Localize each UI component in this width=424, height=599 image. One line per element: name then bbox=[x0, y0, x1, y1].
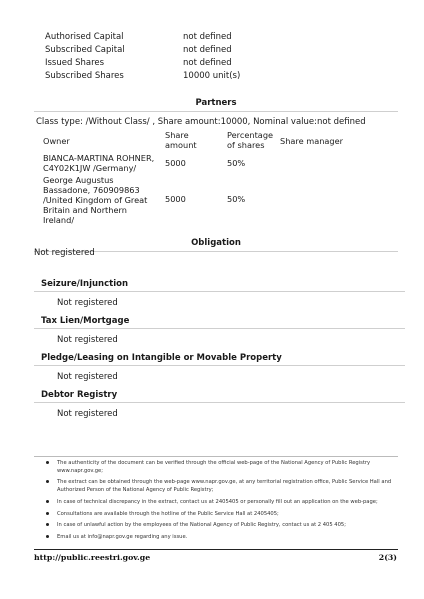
capital-value: 10000 unit(s) bbox=[183, 71, 241, 81]
partner-owner: BIANCA-MARTINA ROHNER, C4Y02K1JW /Germany/ bbox=[43, 153, 155, 173]
footer-notes bbox=[34, 460, 394, 546]
percentage-column-header: Percentage of shares bbox=[227, 130, 274, 150]
seizure-injunction-heading: Seizure/Injunction bbox=[34, 279, 405, 292]
list-item: The authenticity of the document can be verified through the official web-page of the National Agency of Public Registry www.napr.gov.ge; bbox=[34, 460, 394, 475]
obligation-status: Not registered bbox=[34, 248, 95, 258]
owner-column-header: Owner bbox=[43, 136, 70, 146]
footer-divider bbox=[34, 456, 398, 457]
share-manager-column-header: Share manager bbox=[280, 136, 344, 146]
capital-label: Subscribed Shares bbox=[45, 71, 124, 81]
pledge-leasing-heading: Pledge/Leasing on Intangible or Movable Property bbox=[34, 353, 405, 366]
partners-heading: Partners bbox=[34, 98, 398, 112]
bullet-icon bbox=[46, 500, 49, 503]
partner-percentage: 50% bbox=[227, 158, 246, 168]
debtor-registry-heading: Debtor Registry bbox=[34, 390, 405, 403]
partner-share-amount: 5000 bbox=[165, 194, 186, 204]
bullet-icon bbox=[46, 480, 49, 483]
capital-value: not defined bbox=[183, 45, 232, 55]
partner-percentage: 50% bbox=[227, 194, 246, 204]
footer-url-link[interactable]: http://public.reestri.gov.ge bbox=[34, 553, 151, 562]
partner-share-amount: 5000 bbox=[165, 158, 186, 168]
page-footer-rule bbox=[34, 549, 398, 550]
bullet-icon bbox=[46, 535, 49, 538]
list-item: In case of unlawful action by the employees of the National Agency of Public Registry, contact us at 2 405 405; bbox=[34, 522, 394, 530]
capital-label: Authorised Capital bbox=[45, 32, 124, 42]
tax-lien-status: Not registered bbox=[57, 335, 118, 345]
tax-lien-heading: Tax Lien/Mortgage bbox=[34, 316, 405, 329]
capital-value: not defined bbox=[183, 32, 232, 42]
debtor-registry-status: Not registered bbox=[57, 409, 118, 419]
capital-value: not defined bbox=[183, 58, 232, 68]
partner-owner: George Augustus Bassadone, 760909863 /United Kingdom of Great Britain and Northern Ireland/ bbox=[43, 175, 148, 225]
bullet-icon bbox=[46, 512, 49, 515]
share-amount-column-header: Share amount bbox=[165, 130, 197, 150]
seizure-injunction-status: Not registered bbox=[57, 298, 118, 308]
pledge-leasing-status: Not registered bbox=[57, 372, 118, 382]
list-item: In case of technical discrepancy in the extract, contact us at 2405405 or personally fill out an application on the web-page; bbox=[34, 499, 394, 507]
page-number: 2(3) bbox=[378, 553, 397, 562]
bullet-icon bbox=[46, 523, 49, 526]
share-class-info: Class type: /Without Class/ , Share amount:10000, Nominal value:not defined bbox=[36, 117, 366, 127]
obligation-heading: Obligation bbox=[34, 238, 398, 252]
capital-label: Issued Shares bbox=[45, 58, 105, 68]
capital-label: Subscribed Capital bbox=[45, 45, 125, 55]
bullet-icon bbox=[46, 461, 49, 464]
list-item: Consultations are available through the hotline of the Public Service Hall at 2405405; bbox=[34, 511, 394, 519]
list-item: The extract can be obtained through the web-page www.napr.gov.ge, at any territorial registration office, Public Service Hall and Authorized Person of the National Agency of Public Registry; bbox=[34, 479, 394, 494]
list-item: Email us at info@napr.gov.ge regarding any issue. bbox=[34, 534, 394, 542]
